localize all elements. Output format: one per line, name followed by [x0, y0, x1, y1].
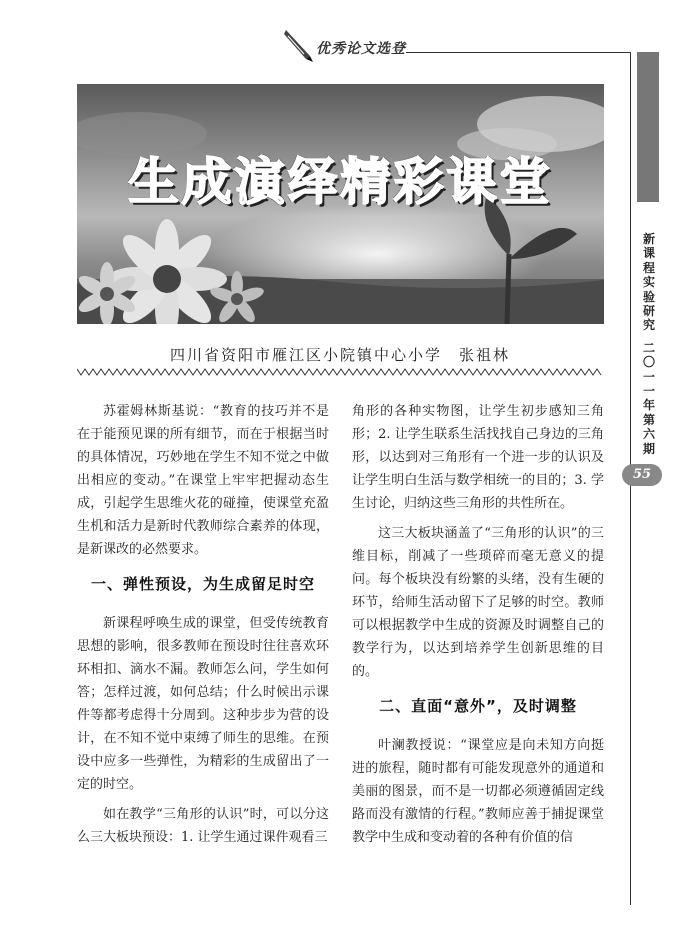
- quill-pen-icon: [282, 28, 318, 64]
- right-column: [352, 400, 604, 856]
- author-byline: 四川省资阳市雁江区小院镇中心小学 张祖林: [169, 346, 510, 364]
- paragraph: 新课程呼唤生成的课堂，但受传统教育思想的影响，很多教师在预设时往往喜欢环环相扣、滴水不漏。教师怎么问，学生如何答；怎样过渡，如何总结；什么时候出示课件等都考虑得十分周到。这种步步为营的设计，在不知不觉中束缚了师生的思维。在预设中应多一些弹性，为精彩的生成留出了一定的时空。: [77, 616, 329, 792]
- page-number: 55: [622, 464, 662, 486]
- side-tab: [637, 52, 659, 202]
- paragraph: 这三大板块涵盖了“三角形的认识”的三维目标，削减了一些琐碎而毫无意义的提问。每个板块没有纷繁的头绪，没有生硬的环节，给师生活动留下了足够的时空。教师可以根据教学中生成的资源及时调整自己的教学行为，以达到培养学生创新思维的目的。: [352, 526, 604, 679]
- paragraph: 叶澜教授说：“课堂应是向未知方向挺进的旅程，随时都有可能发现意外的通道和美丽的图景，而不是一切都必须遵循固定线路而没有激情的行程。”教师应善于捕捉课堂教学中生成和变动着的各种有价值的信: [352, 738, 604, 845]
- header-rule: [406, 52, 631, 53]
- paragraph: 角形的各种实物图，让学生初步感知三角形；2. 让学生联系生活找找自己身边的三角形，以达到对三角形有一个进一步的认识及让学生明白生活与数学相统一的目的；3. 学生讨论，归纳这些三角形的共性所在。: [352, 404, 604, 511]
- section-title: 优秀论文选登: [316, 41, 406, 57]
- paragraph: 苏霍姆林斯基说：“教育的技巧并不是在于能预见课的所有细节，而在于根据当时的具体情况，巧妙地在学生不知不觉之中做出相应的变动。”在课堂上牢牢把握动态生成，引起学生思维火花的碰撞，使课堂充盈生机和活力是新时代教师综合素养的体现，是新课改的必然要求。: [77, 404, 329, 557]
- journal-name: 新课程实验研究: [642, 232, 655, 333]
- journal-issue: 二〇一一年第六期: [642, 340, 655, 456]
- zigzag-divider: [77, 368, 604, 376]
- section-heading-2: 二、直面“意外”，及时调整: [379, 697, 577, 715]
- title-banner: [77, 84, 604, 324]
- paragraph: 如在教学“三角形的认识”时，可以分这么三大板块预设：1. 让学生通过课件观看三: [77, 807, 329, 845]
- section-heading-1: 一、弹性预设，为生成留足时空: [90, 575, 315, 593]
- article-title: 生成演绎精彩课堂: [128, 153, 553, 211]
- left-column: [77, 400, 329, 856]
